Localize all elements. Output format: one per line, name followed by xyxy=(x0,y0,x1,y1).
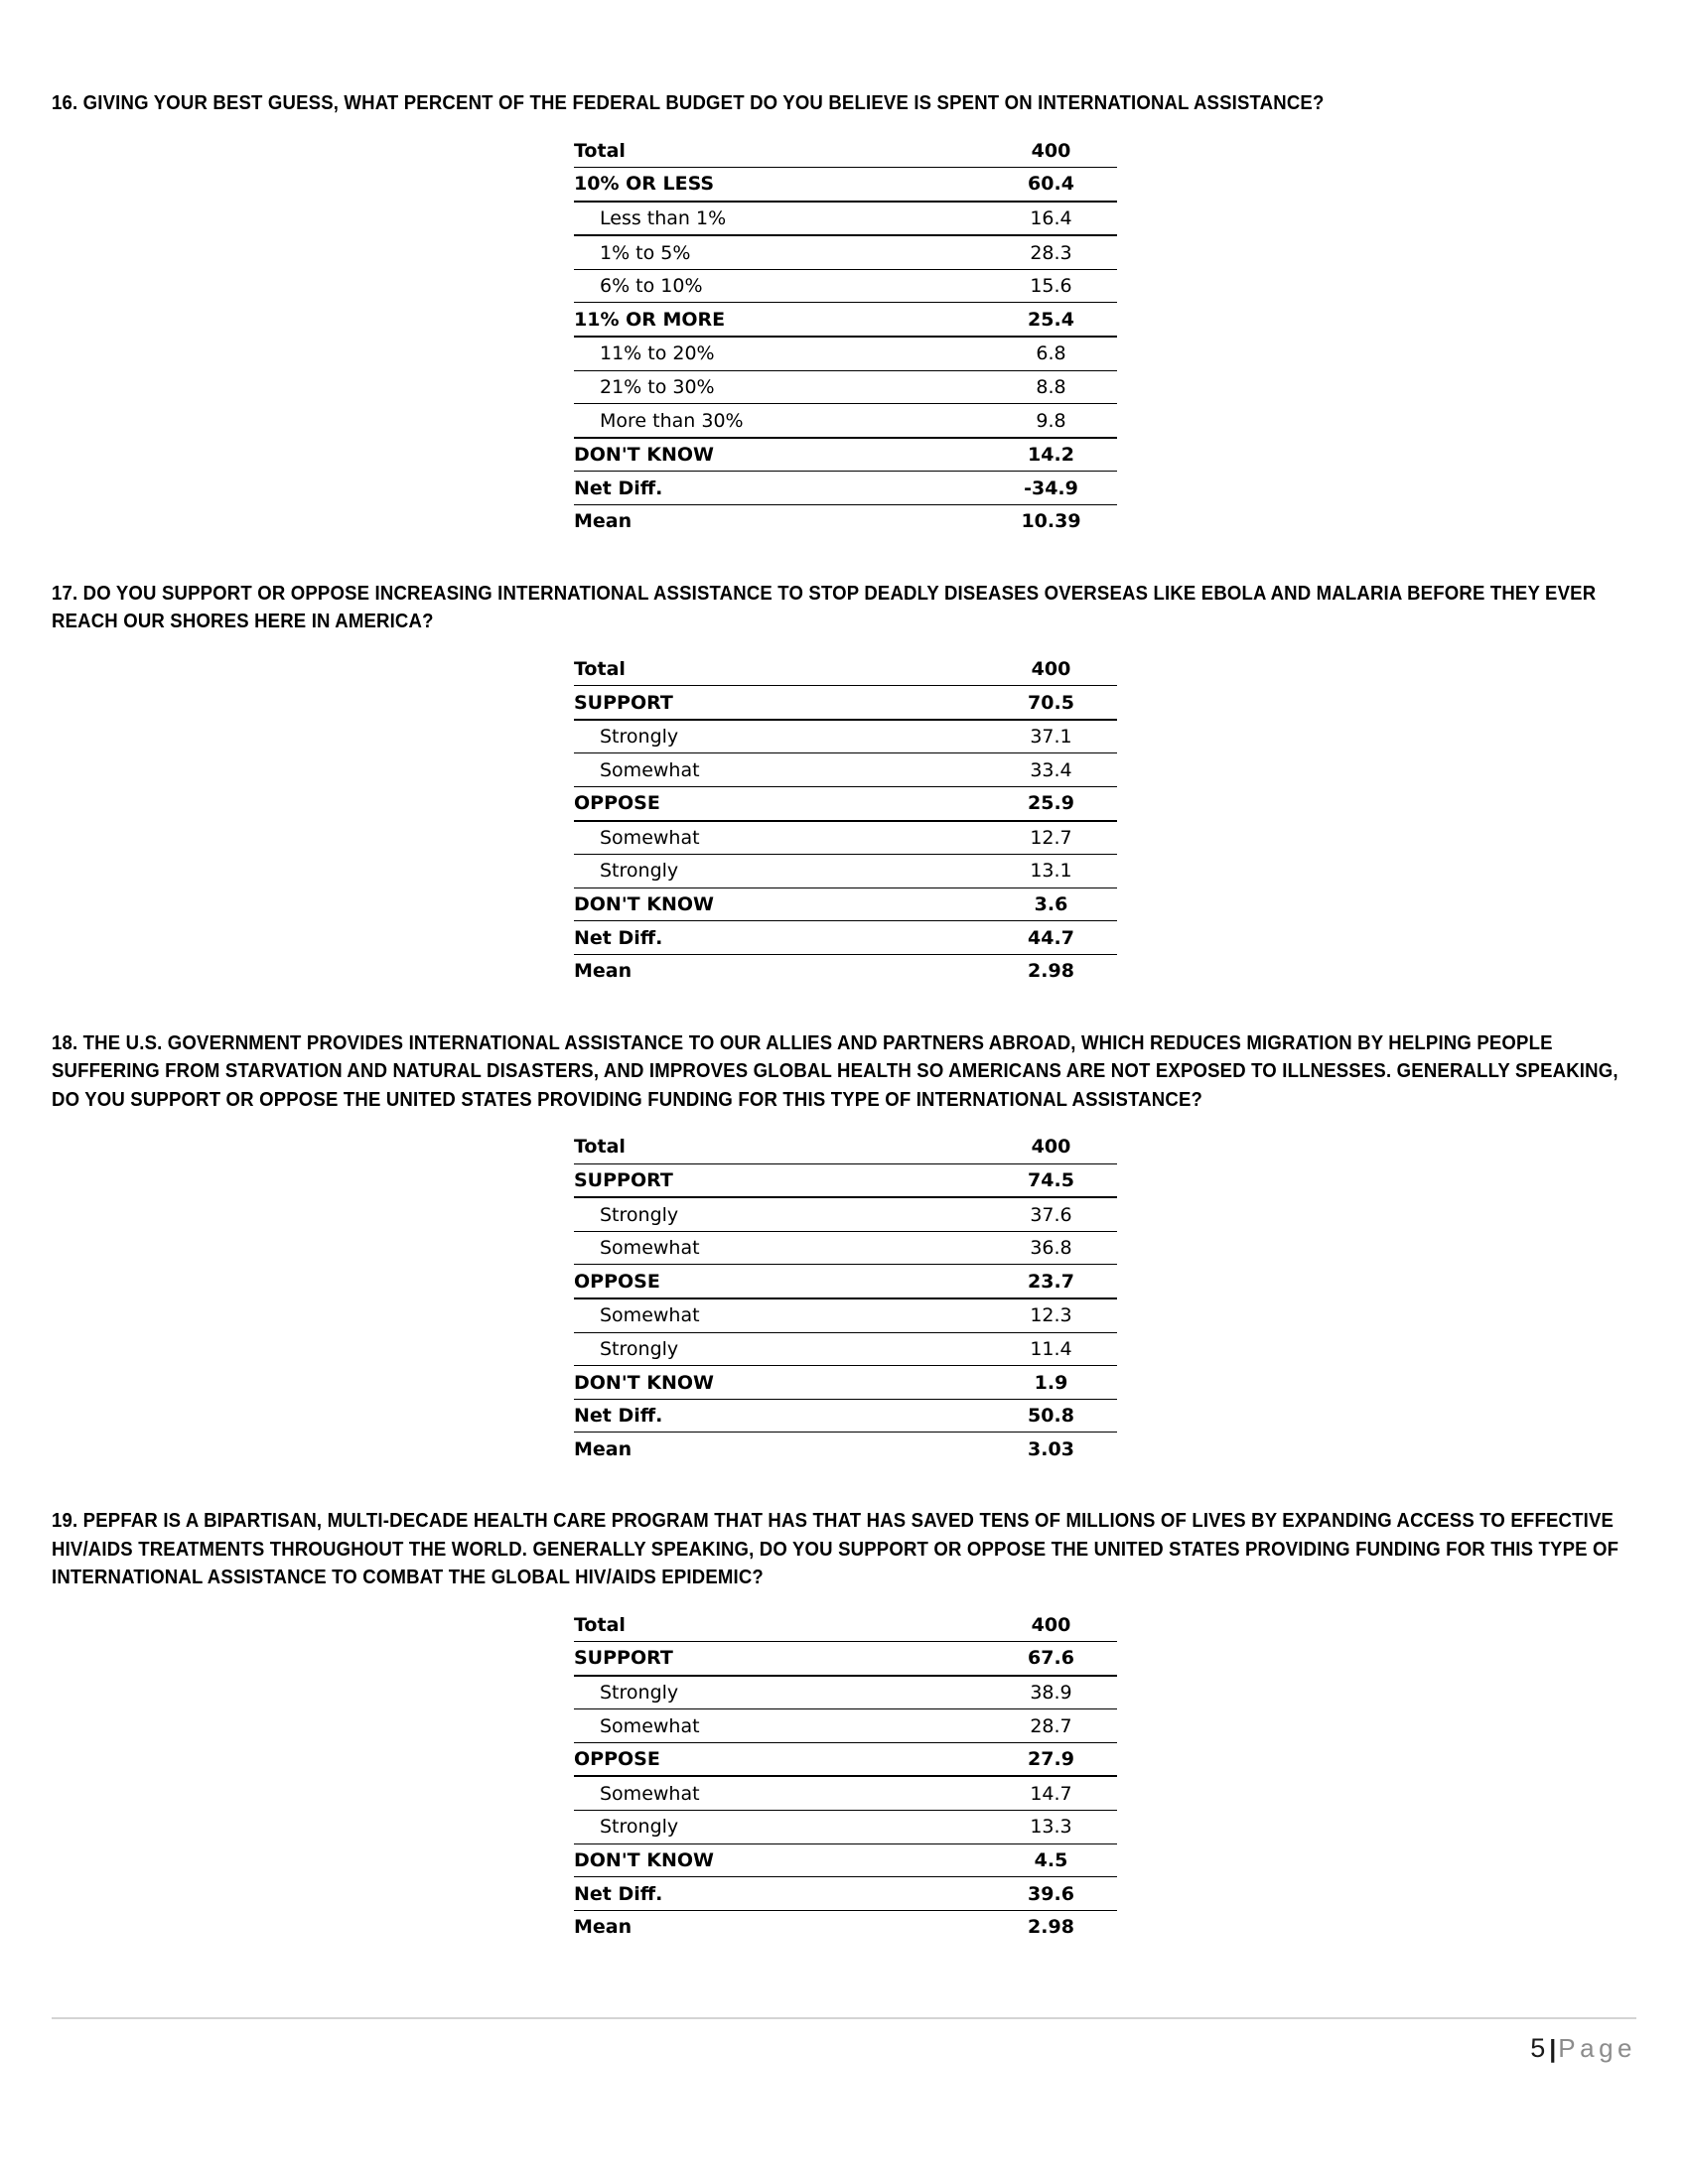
question-block xyxy=(52,1029,1636,1507)
row-value: 16.4 xyxy=(985,202,1117,236)
row-label: 1% to 5% xyxy=(574,235,985,269)
row-label: Net Diff. xyxy=(574,472,985,505)
table-row xyxy=(574,404,1117,438)
row-label: Net Diff. xyxy=(574,921,985,955)
table-row xyxy=(574,1776,1117,1810)
row-label: More than 30% xyxy=(574,404,985,438)
row-label: OPPOSE xyxy=(574,1265,985,1298)
row-label: Net Diff. xyxy=(574,1877,985,1911)
row-label: 6% to 10% xyxy=(574,269,985,303)
row-label: Somewhat xyxy=(574,1709,985,1743)
table-row xyxy=(574,202,1117,236)
row-label: 21% to 30% xyxy=(574,370,985,404)
row-value: 6.8 xyxy=(985,337,1117,370)
row-value: 400 xyxy=(985,1131,1117,1163)
table-row xyxy=(574,653,1117,686)
row-value: 8.8 xyxy=(985,370,1117,404)
row-label: Strongly xyxy=(574,855,985,888)
table-row xyxy=(574,1910,1117,1943)
questions-list xyxy=(52,89,1636,1943)
row-value: 2.98 xyxy=(1028,1916,1074,1939)
table-row xyxy=(574,370,1117,404)
footer-separator: | xyxy=(1549,2035,1557,2063)
page-content xyxy=(52,89,1636,1943)
spacer xyxy=(52,538,1636,580)
row-value: 14.2 xyxy=(985,438,1117,472)
row-value: 37.1 xyxy=(985,720,1117,753)
table-row xyxy=(574,1399,1117,1433)
spacer xyxy=(52,118,1636,135)
row-value: 74.5 xyxy=(985,1163,1117,1197)
row-label: Total xyxy=(574,1609,985,1642)
row-value: 3.6 xyxy=(985,887,1117,921)
row-label: 11% to 20% xyxy=(574,337,985,370)
row-value: 67.6 xyxy=(985,1642,1117,1676)
table-row xyxy=(574,472,1117,505)
row-label: DON'T KNOW xyxy=(574,1843,985,1877)
table-row xyxy=(574,1131,1117,1163)
table-row xyxy=(574,1609,1117,1642)
footer-page-word: Page xyxy=(1558,2033,1636,2063)
table-row xyxy=(574,1811,1117,1844)
spacer xyxy=(52,636,1636,653)
row-label: Somewhat xyxy=(574,1231,985,1265)
row-label: OPPOSE xyxy=(574,787,985,821)
row-label: Somewhat xyxy=(574,1298,985,1332)
table-row xyxy=(574,855,1117,888)
row-label: Strongly xyxy=(574,720,985,753)
table-row xyxy=(574,887,1117,921)
results-table-wrapper xyxy=(52,1609,1636,1944)
row-value: 23.7 xyxy=(985,1265,1117,1298)
row-label: Net Diff. xyxy=(574,1399,985,1433)
spacer xyxy=(52,1592,1636,1609)
row-label: Mean xyxy=(574,1437,633,1460)
row-value: 400 xyxy=(985,653,1117,686)
row-value: -34.9 xyxy=(985,472,1117,505)
row-value: 13.3 xyxy=(985,1811,1117,1844)
row-value: 13.1 xyxy=(985,855,1117,888)
table-row xyxy=(574,1709,1117,1743)
table-row xyxy=(574,1843,1117,1877)
row-value: 33.4 xyxy=(985,753,1117,787)
table-row xyxy=(574,1676,1117,1709)
question-heading: 18. THE U.S. GOVERNMENT PROVIDES INTERNATIONAL ASSISTANCE TO OUR ALLIES AND PARTNERS ABROAD, WHICH REDUCES MIGRATION BY HELPING PEOPLE SUFFERING FROM STARVATION AND NATURAL DISASTERS, AND IMPROVES GLOBAL HEALTH SO AMERICANS ARE NOT EXPOSED TO ILLNESSES. GENERALLY SPEAKING, DO YOU SUPPORT OR OPPOSE THE UNITED STATES PROVIDING FUNDING FOR THIS TYPE OF INTERNATIONAL ASSISTANCE? xyxy=(52,1030,1618,1111)
row-label: Mean xyxy=(574,510,633,533)
row-value: 39.6 xyxy=(985,1877,1117,1911)
row-value: 12.7 xyxy=(985,821,1117,855)
row-value: 25.9 xyxy=(985,787,1117,821)
table-row xyxy=(574,505,1117,538)
table-row xyxy=(574,1298,1117,1332)
results-table-wrapper xyxy=(52,1131,1636,1465)
table-row xyxy=(574,921,1117,955)
row-label: 10% OR LESS xyxy=(574,168,985,202)
table-row xyxy=(574,1163,1117,1197)
table-row xyxy=(574,686,1117,720)
row-value: 50.8 xyxy=(985,1399,1117,1433)
table-row xyxy=(574,1742,1117,1776)
row-label: Strongly xyxy=(574,1811,985,1844)
table-row xyxy=(574,1642,1117,1676)
row-label: DON'T KNOW xyxy=(574,887,985,921)
row-value: 25.4 xyxy=(985,303,1117,337)
row-label: 11% OR MORE xyxy=(574,303,985,337)
page-footer xyxy=(52,2017,1636,2064)
row-value: 14.7 xyxy=(985,1776,1117,1810)
question-block xyxy=(52,89,1636,580)
table-row xyxy=(574,1197,1117,1231)
row-label: Somewhat xyxy=(574,1776,985,1810)
table-row xyxy=(574,303,1117,337)
table-row xyxy=(574,954,1117,987)
table-row xyxy=(574,753,1117,787)
row-value: 44.7 xyxy=(985,921,1117,955)
results-table-wrapper xyxy=(52,135,1636,538)
results-table-wrapper xyxy=(52,653,1636,988)
row-label: Total xyxy=(574,1131,985,1163)
row-value: 400 xyxy=(985,135,1117,168)
table-row xyxy=(574,438,1117,472)
row-value: 15.6 xyxy=(985,269,1117,303)
row-value: 1.9 xyxy=(985,1366,1117,1400)
row-label: SUPPORT xyxy=(574,1642,985,1676)
table-row xyxy=(574,269,1117,303)
table-row xyxy=(574,235,1117,269)
table-row xyxy=(574,787,1117,821)
footer-page-label xyxy=(52,2019,1636,2064)
row-value: 12.3 xyxy=(985,1298,1117,1332)
row-value: 28.7 xyxy=(985,1709,1117,1743)
table-row xyxy=(574,1332,1117,1366)
row-label: SUPPORT xyxy=(574,1163,985,1197)
row-label: DON'T KNOW xyxy=(574,438,985,472)
row-value: 2.98 xyxy=(1028,960,1074,983)
table-row xyxy=(574,1433,1117,1465)
row-label: SUPPORT xyxy=(574,686,985,720)
row-label: Total xyxy=(574,653,985,686)
row-label: Somewhat xyxy=(574,753,985,787)
row-value: 9.8 xyxy=(985,404,1117,438)
row-value: 36.8 xyxy=(985,1231,1117,1265)
row-value: 38.9 xyxy=(985,1676,1117,1709)
question-heading: 19. PEPFAR IS A BIPARTISAN, MULTI-DECADE HEALTH CARE PROGRAM THAT HAS THAT HAS SAVED TENS OF MILLIONS OF LIVES BY EXPANDING ACCESS TO EFFECTIVE HIV/AIDS TREATMENTS THROUGHOUT THE WORLD. GENERALLY SPEAKING, DO YOU SUPPORT OR OPPOSE THE UNITED STATES PROVIDING FUNDING FOR THIS TYPE OF INTERNATIONAL ASSISTANCE TO COMBAT THE GLOBAL HIV/AIDS EPIDEMIC? xyxy=(52,1509,1619,1588)
row-label: Total xyxy=(574,135,985,168)
row-value: 37.6 xyxy=(985,1197,1117,1231)
table-row xyxy=(574,1877,1117,1911)
row-value: 70.5 xyxy=(985,686,1117,720)
row-value: 3.03 xyxy=(1028,1437,1074,1460)
row-label: OPPOSE xyxy=(574,1742,985,1776)
row-label: DON'T KNOW xyxy=(574,1366,985,1400)
row-label: Somewhat xyxy=(574,821,985,855)
question-block xyxy=(52,1507,1636,1943)
row-value: 11.4 xyxy=(985,1332,1117,1366)
row-value: 400 xyxy=(985,1609,1117,1642)
results-table xyxy=(574,1609,1117,1944)
row-value: 10.39 xyxy=(1021,510,1081,533)
spacer xyxy=(52,1114,1636,1131)
spacer xyxy=(52,1465,1636,1507)
row-label: Strongly xyxy=(574,1332,985,1366)
table-row xyxy=(574,1265,1117,1298)
row-value: 4.5 xyxy=(985,1843,1117,1877)
table-row xyxy=(574,720,1117,753)
row-label: Mean xyxy=(574,960,633,983)
row-value: 60.4 xyxy=(985,168,1117,202)
row-value: 27.9 xyxy=(985,1742,1117,1776)
footer-page-number: 5 xyxy=(1530,2033,1546,2063)
row-label: Strongly xyxy=(574,1197,985,1231)
spacer xyxy=(52,988,1636,1029)
row-label: Mean xyxy=(574,1916,633,1939)
table-row xyxy=(574,337,1117,370)
table-row xyxy=(574,135,1117,168)
table-row xyxy=(574,168,1117,202)
results-table xyxy=(574,653,1117,988)
question-heading: 16. GIVING YOUR BEST GUESS, WHAT PERCENT OF THE FEDERAL BUDGET DO YOU BELIEVE IS SPENT ON INTERNATIONAL ASSISTANCE? xyxy=(52,91,1325,114)
results-table xyxy=(574,1131,1117,1465)
results-table xyxy=(574,135,1117,538)
question-heading: 17. DO YOU SUPPORT OR OPPOSE INCREASING INTERNATIONAL ASSISTANCE TO STOP DEADLY DISEASES OVERSEAS LIKE EBOLA AND MALARIA BEFORE THEY EVER REACH OUR SHORES HERE IN AMERICA? xyxy=(52,581,1597,633)
row-label: Strongly xyxy=(574,1676,985,1709)
question-block xyxy=(52,580,1636,1029)
table-row xyxy=(574,1231,1117,1265)
row-label: Less than 1% xyxy=(574,202,985,236)
table-row xyxy=(574,1366,1117,1400)
table-row xyxy=(574,821,1117,855)
row-value: 28.3 xyxy=(985,235,1117,269)
